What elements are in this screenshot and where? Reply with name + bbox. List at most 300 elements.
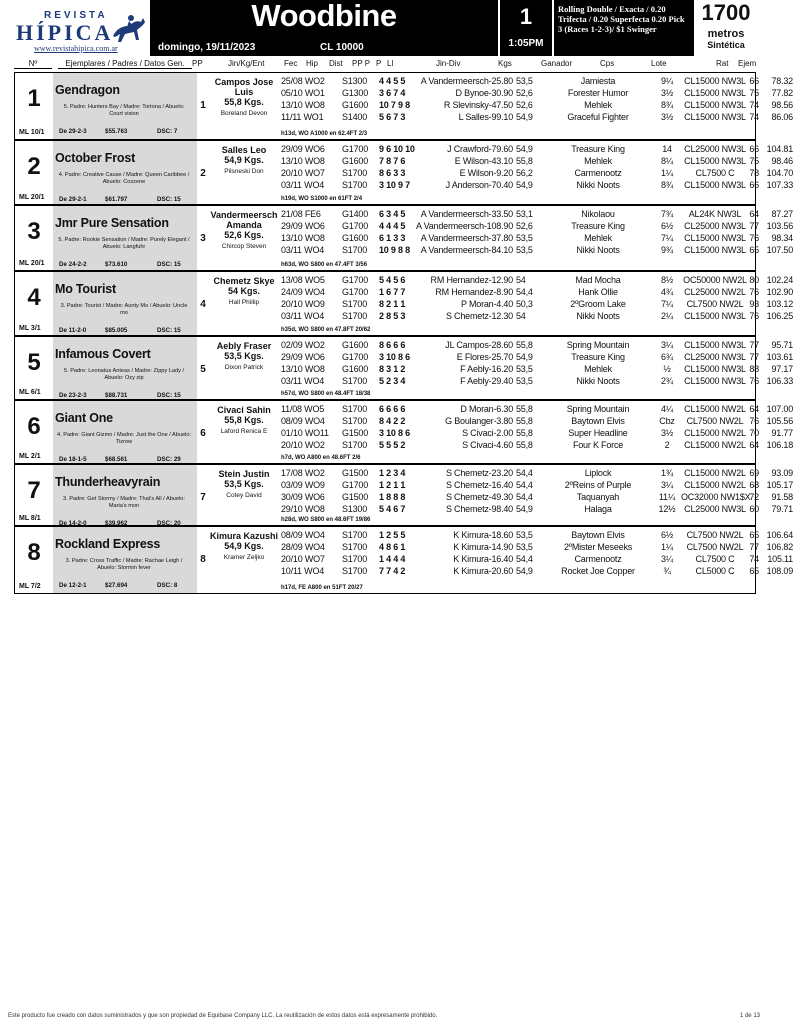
entry-info	[53, 141, 197, 204]
race-rating: 65	[749, 245, 759, 255]
race-lengths: 3¼	[660, 480, 674, 490]
race-winner: Treasure King	[571, 144, 625, 154]
race-distance: G1600	[342, 156, 369, 166]
jockey-name: Salles Leo	[221, 145, 267, 155]
past-performances	[281, 468, 793, 516]
race-jockey-div: A Vandermeersch-84.10	[420, 245, 513, 255]
race-class: CL25000 NW2L	[684, 287, 746, 297]
col-jockey: Jin/Kg/Ent	[228, 59, 265, 68]
race-positions: 6 3 4 5	[379, 209, 406, 219]
horse-name[interactable]: Gendragon	[55, 83, 120, 97]
race-date-track: 03/09 WO9	[281, 480, 325, 490]
race-lengths: 4¼	[660, 404, 674, 414]
past-race-row	[281, 275, 793, 287]
race-number-box	[500, 0, 552, 56]
race-winner: Graceful Fighter	[567, 112, 629, 122]
race-winner: Hank Ollie	[578, 287, 618, 297]
horse-name[interactable]: Mo Tourist	[55, 282, 116, 296]
race-winner: Halaga	[584, 504, 612, 514]
post-time: 1:05PM	[508, 38, 544, 49]
race-date-track: 29/10 WO8	[281, 504, 325, 514]
race-lengths: 4¾	[660, 287, 674, 297]
race-positions: 10 7 9 8	[379, 100, 410, 110]
race-weight: 54,9	[516, 180, 533, 190]
program-number: 5	[27, 349, 41, 376]
race-date-track: 20/10 WO2	[281, 440, 325, 450]
jockey-box	[209, 272, 279, 307]
race-positions: 6 6 6 6	[379, 404, 406, 414]
past-race-row	[281, 364, 793, 376]
past-race-row	[281, 504, 793, 516]
pedigree: 5. Padre: Hunters Bay / Madre: Tortona / Abuelo: Court vision	[63, 104, 185, 117]
distance-unit: metros	[707, 28, 745, 40]
race-time: 98.46	[771, 156, 793, 166]
race-date-track: 03/11 WO4	[281, 311, 325, 321]
bets-line: 3 (Races 1-2-3)/ $1 Swinger	[558, 24, 657, 34]
days-since-last: DSC: 8	[157, 582, 178, 589]
bets-line: Trifecta / 0.20 Superfecta 0.20 Pick	[558, 14, 685, 24]
past-race-row	[281, 180, 793, 192]
race-time: 106.64	[766, 530, 793, 540]
horse-entry	[14, 72, 793, 140]
trainer-name: Cotey David	[226, 492, 262, 499]
race-distance: G1700	[342, 144, 369, 154]
race-jockey-div: P Moran-4.40	[461, 299, 513, 309]
past-race-row	[281, 566, 793, 578]
race-time: 78.32	[771, 76, 793, 86]
website-link[interactable]: www.revistahipica.com.ar	[34, 44, 118, 53]
race-positions: 5 6 7 3	[379, 112, 406, 122]
race-lengths: 11¼	[658, 492, 676, 502]
race-class: CL15000 NW3L	[684, 156, 746, 166]
program-number-box	[15, 401, 53, 463]
career-record: De 29-2-3	[59, 128, 87, 135]
race-time: 93.09	[771, 468, 793, 478]
race-distance: G1300	[342, 88, 369, 98]
race-distance: G1500	[342, 428, 369, 438]
race-winner: 2ºReins of Purple	[564, 480, 632, 490]
career-earnings: $68.561	[105, 456, 128, 463]
program-number-box	[15, 527, 53, 593]
race-rating: 76	[749, 233, 759, 243]
trainer-name: Boreland Devon	[220, 110, 268, 117]
trainer-name: Laford Renica E	[220, 428, 268, 435]
race-weight: 54,4	[516, 287, 533, 297]
pedigree: 4. Padre: Giant Gizmo / Madre: Just the One / Abuelo: Tizrow	[57, 432, 192, 445]
jockey-box	[209, 337, 279, 372]
race-winner: Baytown Elvis	[571, 530, 625, 540]
race-lengths: 3½	[660, 112, 674, 122]
race-positions: 1 2 5 5	[379, 530, 406, 540]
race-class: CL15000 NW2L	[684, 428, 746, 438]
race-time: 105.56	[766, 416, 793, 426]
race-weight: 52,6	[516, 221, 533, 231]
race-time: 104.70	[766, 168, 793, 178]
race-jockey-div: J Anderson-70.40	[445, 180, 513, 190]
race-date-track: 08/09 WO4	[281, 416, 325, 426]
col-num: Nº	[14, 59, 52, 69]
race-positions: 8 2 1 1	[379, 299, 406, 309]
race-winner: Spring Mountain	[566, 404, 630, 414]
logo-top-text: REVISTA	[44, 10, 108, 21]
race-positions: 4 8 6 1	[379, 542, 406, 552]
morning-line-odds: ML 20/1	[19, 194, 45, 201]
race-weight: 55,8	[516, 340, 533, 350]
program-number: 2	[27, 153, 41, 180]
race-lengths: 3½	[660, 428, 674, 438]
race-class: CL15000 NW3L	[684, 376, 746, 386]
jockey-weight: 55,8 Kgs.	[224, 97, 264, 107]
col-pp: PP	[192, 59, 203, 68]
last-workout: h57d, WO S800 en 48.4FT 18/38	[281, 391, 371, 397]
race-lengths: 14	[662, 144, 672, 154]
post-position: 3	[200, 233, 206, 244]
past-race-row	[281, 404, 793, 416]
race-time: 95.71	[771, 340, 793, 350]
race-winner: Nikki Noots	[576, 311, 620, 321]
pedigree: 5. Padre: Leonatus Anteas / Madre: Zippy Lady / Abuelo: Ozy zip	[63, 368, 185, 381]
race-positions: 4 4 4 5	[379, 221, 406, 231]
race-number: 1	[519, 4, 533, 29]
race-jockey-div: F Aebly-29.40	[460, 376, 513, 386]
horse-name[interactable]: Rockland Express	[55, 537, 161, 551]
horse-entry	[14, 400, 793, 464]
trainer-name: Pilsneski Don	[224, 168, 264, 175]
jockey-name: Aebly Fraser	[216, 341, 272, 351]
race-lengths: ¾	[663, 566, 671, 576]
race-jockey-div: R Slevinsky-47.50	[443, 100, 513, 110]
column-headers	[14, 57, 756, 71]
last-workout: h63d, WO S800 en 47.4FT 3/56	[281, 262, 368, 268]
race-jockey-div: K Kimura-20.60	[453, 566, 513, 576]
race-weight: 53,5	[516, 530, 533, 540]
past-race-row	[281, 428, 793, 440]
race-jockey-div: S Chemetz-12.30	[445, 311, 513, 321]
race-rating: 64	[749, 440, 759, 450]
race-time: 106.25	[766, 311, 793, 321]
horse-entry	[14, 205, 793, 271]
race-date-track: 05/10 WO1	[281, 88, 325, 98]
past-performances	[281, 275, 793, 323]
race-weight: 54,9	[516, 112, 533, 122]
race-class: CL15000 NW2L	[684, 404, 746, 414]
race-lengths: 12½	[658, 504, 676, 514]
horse-entry	[14, 464, 793, 527]
race-date-track: 11/08 WO5	[281, 404, 325, 414]
race-date-track: 03/11 WO4	[281, 180, 325, 190]
race-distance: S1400	[342, 112, 368, 122]
race-positions: 5 5 5 2	[379, 440, 406, 450]
race-weight: 53,5	[516, 364, 533, 374]
jockey-box	[209, 527, 279, 562]
race-positions: 1 6 7 7	[379, 287, 406, 297]
race-weight: 54,4	[516, 480, 533, 490]
race-rating: 80	[749, 275, 759, 285]
race-time: 107.00	[766, 404, 793, 414]
race-rating: 77	[749, 352, 759, 362]
morning-line-odds: ML 6/1	[19, 389, 41, 396]
trainer-name: Chircop Steven	[221, 243, 267, 250]
race-date-track: 24/09 WO4	[281, 287, 325, 297]
past-race-row	[281, 221, 793, 233]
morning-line-odds: ML 10/1	[19, 129, 45, 136]
program-number-box	[15, 206, 53, 270]
race-rating: 66	[749, 76, 759, 86]
pedigree: 3. Padre: Get Stormy / Madre: That's All / Abuelo: Maria's mon	[63, 496, 185, 509]
race-jockey-div: J Crawford-79.60	[447, 144, 513, 154]
race-positions: 3 6 7 4	[379, 88, 406, 98]
race-distance: S1700	[342, 440, 368, 450]
race-rating: 88	[749, 364, 759, 374]
race-class: CL15000 NW3L	[684, 88, 746, 98]
jockey-name: Kimura Kazushi	[209, 531, 278, 541]
race-date-track: 20/10 WO7	[281, 554, 325, 564]
past-race-row	[281, 112, 793, 124]
race-rating: 77	[749, 542, 759, 552]
past-race-row	[281, 352, 793, 364]
past-race-row	[281, 100, 793, 112]
race-lengths: 7¼	[660, 299, 674, 309]
horse-entry	[14, 140, 793, 205]
horse-name[interactable]: Jmr Pure Sensation	[55, 216, 169, 230]
post-position: 2	[200, 168, 206, 179]
race-time: 86.06	[771, 112, 793, 122]
race-date-track: 25/08 WO2	[281, 76, 325, 86]
horse-jockey-icon	[109, 10, 147, 44]
race-lengths: 2¼	[660, 311, 674, 321]
career-record: De 11-2-0	[59, 327, 87, 334]
race-rating: 72	[749, 492, 759, 502]
race-class: CL7500 NW2L	[686, 530, 744, 540]
days-since-last: DSC: 29	[157, 456, 181, 463]
race-distance: S1300	[342, 76, 368, 86]
race-time: 105.17	[766, 480, 793, 490]
career-earnings: $73.610	[105, 261, 128, 268]
race-time: 106.18	[766, 440, 793, 450]
entry-info	[53, 73, 197, 139]
race-positions: 8 4 2 2	[379, 416, 406, 426]
race-jockey-div: RM Hernandez-8.90	[435, 287, 513, 297]
past-performances	[281, 209, 793, 257]
race-lengths: Cbz	[659, 416, 675, 426]
race-class: CL15000 NW3L	[684, 233, 746, 243]
race-positions: 5 4 6 7	[379, 504, 406, 514]
jockey-name: Campos Jose Luis	[214, 77, 274, 97]
race-jockey-div: RM Hernandez-12.90	[430, 275, 513, 285]
race-time: 98.34	[771, 233, 793, 243]
distance-box	[696, 0, 756, 56]
days-since-last: DSC: 15	[157, 196, 181, 203]
race-class: CL7500 NW2L	[686, 416, 744, 426]
race-weight: 55,8	[516, 428, 533, 438]
race-date-track: 13/10 WO8	[281, 156, 325, 166]
race-winner: Rocket Joe Copper	[561, 566, 635, 576]
race-jockey-div: A Vandermeersch-25.80	[420, 76, 513, 86]
race-rating: 66	[749, 144, 759, 154]
page-number: 1 de 13	[739, 1013, 760, 1019]
race-date-track: 21/08 FE6	[281, 209, 321, 219]
race-weight: 53,5	[516, 233, 533, 243]
past-race-row	[281, 492, 793, 504]
race-rating: 76	[749, 416, 759, 426]
race-rating: 68	[749, 480, 759, 490]
horse-name[interactable]: Giant One	[55, 411, 113, 425]
race-jockey-div: K Kimura-18.60	[453, 530, 513, 540]
jockey-weight: 55,8 Kgs.	[224, 415, 264, 425]
race-distance: S1700	[342, 180, 368, 190]
race-winner: Treasure King	[571, 352, 625, 362]
bets-line: Rolling Double / Exacta / 0.20	[558, 4, 666, 14]
race-weight: 53,5	[516, 245, 533, 255]
race-class: CL15000 NW3L	[684, 180, 746, 190]
race-distance: G1700	[342, 480, 369, 490]
past-performances	[281, 76, 793, 124]
race-distance: S1700	[342, 542, 368, 552]
morning-line-odds: ML 7/2	[19, 583, 41, 590]
race-jockey-div: D Bynoe-30.90	[455, 88, 513, 98]
race-distance: G1600	[342, 233, 369, 243]
race-class: OC50000 NW2L	[683, 275, 747, 285]
race-winner: Four K Force	[572, 440, 624, 450]
race-rating: 64	[749, 404, 759, 414]
race-rating: 76	[749, 376, 759, 386]
past-race-row	[281, 311, 793, 323]
race-winner: Nikki Noots	[576, 180, 620, 190]
race-positions: 7 7 4 2	[379, 566, 406, 576]
horse-name[interactable]: October Frost	[55, 151, 136, 165]
race-weight: 53,5	[516, 376, 533, 386]
race-distance: S1700	[342, 311, 368, 321]
race-distance: S1300	[342, 504, 368, 514]
race-jockey-div: G Boulanger-3.80	[445, 416, 513, 426]
race-rating: 74	[749, 554, 759, 564]
career-record: De 23-2-3	[59, 392, 87, 399]
race-date-track: 03/11 WO4	[281, 376, 325, 386]
race-winner: 2ºGroom Lake	[570, 299, 626, 309]
race-weight: 54,4	[516, 492, 533, 502]
race-distance: G1700	[342, 275, 369, 285]
race-distance: S1700	[342, 530, 368, 540]
morning-line-odds: ML 3/1	[19, 325, 41, 332]
race-time: 105.11	[767, 554, 793, 564]
race-time: 91.77	[771, 428, 793, 438]
race-lengths: 8¾	[660, 100, 674, 110]
past-performances	[281, 340, 793, 388]
race-class: CL7500 C	[695, 168, 735, 178]
race-jockey-div: A Vandermeersch-33.50	[420, 209, 513, 219]
past-race-row	[281, 88, 793, 100]
horse-entry	[14, 526, 793, 594]
col-p: P	[376, 59, 382, 68]
race-jockey-div: S Chemetz-23.20	[445, 468, 513, 478]
career-earnings: $61.797	[105, 196, 128, 203]
jockey-weight: 54,9 Kgs.	[224, 541, 264, 551]
past-race-row	[281, 468, 793, 480]
entry-info	[53, 401, 197, 463]
race-winner: Liplock	[584, 468, 612, 478]
race-lengths: 6½	[660, 221, 674, 231]
jockey-weight: 53,5 Kgs.	[224, 351, 264, 361]
jockey-weight: 54,9 Kgs.	[224, 155, 264, 165]
race-time: 77.82	[771, 88, 793, 98]
past-race-row	[281, 340, 793, 352]
race-jockey-div: D Moran-6.30	[460, 404, 513, 414]
race-date-track: 08/09 WO4	[281, 530, 325, 540]
race-lengths: 6½	[660, 530, 674, 540]
program-number-box	[15, 465, 53, 525]
race-time: 107.33	[766, 180, 793, 190]
race-rating: 60	[749, 504, 759, 514]
race-lengths: 9¾	[660, 245, 674, 255]
race-jockey-div: JL Campos-28.60	[445, 340, 513, 350]
race-class: CL7500 NW2L	[686, 299, 744, 309]
col-cps: Cps	[600, 59, 615, 68]
race-time: 79.71	[771, 504, 793, 514]
horse-entry	[14, 336, 793, 400]
col-ejm: Ejem	[738, 59, 757, 68]
days-since-last: DSC: 15	[157, 261, 181, 268]
past-race-row	[281, 287, 793, 299]
race-date: domingo, 19/11/2023	[158, 42, 256, 53]
jockey-box	[209, 401, 279, 436]
race-lengths: 2¾	[660, 376, 674, 386]
bets-box	[554, 0, 694, 56]
program-number: 7	[27, 477, 41, 504]
program-number-box	[15, 73, 53, 139]
program-number: 4	[27, 284, 41, 311]
col-hip: Hip	[306, 59, 319, 68]
race-class: CL5000 C	[695, 566, 735, 576]
past-race-row	[281, 554, 793, 566]
race-distance: G1600	[342, 340, 369, 350]
program-number-box	[15, 141, 53, 204]
post-position: 5	[200, 364, 206, 375]
post-position: 8	[200, 554, 206, 565]
race-winner: Carmenootz	[574, 168, 622, 178]
past-race-row	[281, 440, 793, 452]
race-jockey-div: F Aebly-16.20	[460, 364, 513, 374]
race-class: CL15000 NW2L	[684, 468, 746, 478]
horse-name[interactable]: Thunderheavyrain	[55, 475, 161, 489]
past-race-row	[281, 209, 793, 221]
race-winner: Treasure King	[571, 221, 625, 231]
race-time: 87.27	[771, 209, 793, 219]
race-time: 97.17	[771, 364, 793, 374]
jockey-weight: 53,5 Kgs.	[224, 479, 264, 489]
career-earnings: $55.763	[105, 128, 128, 135]
program-number-box	[15, 272, 53, 335]
race-rating: 75	[749, 156, 759, 166]
race-lengths: 8¾	[660, 180, 674, 190]
race-distance: S1700	[342, 376, 368, 386]
race-positions: 9 6 10 10	[379, 144, 415, 154]
race-lengths: 8¼	[660, 156, 674, 166]
program-number: 6	[27, 413, 41, 440]
jockey-box	[209, 73, 279, 118]
race-class: CL15000 NW3L	[684, 311, 746, 321]
race-winner: 2ºMister Meseeks	[563, 542, 633, 552]
last-workout: h13d, WO A1000 en 62.4FT 2/3	[281, 131, 368, 137]
post-position: 6	[200, 428, 206, 439]
race-rating: 77	[749, 221, 759, 231]
race-time: 91.58	[771, 492, 793, 502]
race-weight: 52,6	[516, 100, 533, 110]
race-class: OC32000 NW1$X	[681, 492, 751, 502]
horse-name[interactable]: Infamous Covert	[55, 347, 151, 361]
race-class: CL15000 NW3L	[684, 76, 746, 86]
race-positions: 3 10 8 6	[379, 428, 410, 438]
race-winner: Mehlek	[584, 156, 612, 166]
